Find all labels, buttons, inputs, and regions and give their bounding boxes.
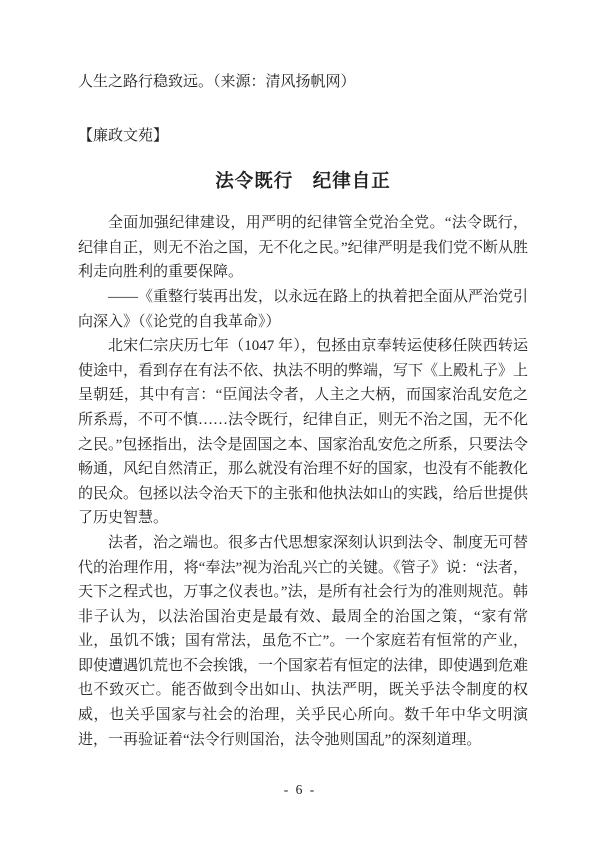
continuation-text: 人生之路行稳致远。（来源：清风扬帆网） [78,74,356,90]
page-number: - 6 - [283,782,317,797]
article-title: 法令既行 纪律自正 [215,172,391,193]
article-paragraph-1: 全面加强纪律建设，用严明的纪律管全党治全党。“法令既行，纪律自正，则无不治之国，无不化之民。”纪律严明是我们党不断从胜利走向胜利的重要保障。 [78,215,528,281]
page-footer [0,781,600,799]
article-paragraph-2-source-citation: ——《重整行装再出发，以永远在路上的执着把全面从严治党引向深入》（《论党的自我革命》） [78,288,529,330]
article-paragraph-3: 北宋仁宗庆历七年（1047 年），包拯由京奉转运使移任陕西转运使途中，看到存在有法不依、执法不明的弊端，写下《上殿札子》上呈朝廷，其中有言：“臣闻法令者，人主之大柄，而国家治乱安危之所系焉，不可不慎……法令既行，纪律自正，则无不治之国，无不化之民。”包拯指出，法令是固国之本、国家治乱安危之所系，只要法令畅通，风纪自然清正，那么就没有治理不好的国家，也没有不能教化的民众。包拯以法令治天下的主张和他执法如山的实践，给后世提供了历史智慧。 [78,338,529,527]
section-header: 【廉政文苑】 [78,127,169,144]
article-body [78,211,528,752]
article-paragraph-4: 法者，治之端也。很多古代思想家深刻认识到法令、制度无可替代的治理作用，将“奉法”视为治乱兴亡的关键。《管子》说：“法者，天下之程式也，万事之仪表也。”法，是所有社会行为的准则规范。韩非子认为，以法治国治吏是最有效、最周全的治国之策，“家有常业，虽饥不饿；国有常法，虽危不亡”。一个家庭若有恒常的产业，即使遭遇饥荒也不会挨饿，一个国家若有恒定的法律，即使遇到危难也不致灭亡。能否做到令出如山、执法严明，既关乎法令制度的权威，也关乎国家与社会的治理，关乎民心所向。数千年中华文明演进，一再验证着“法令行则国治，法令弛则国乱”的深刻道理。 [78,534,529,748]
